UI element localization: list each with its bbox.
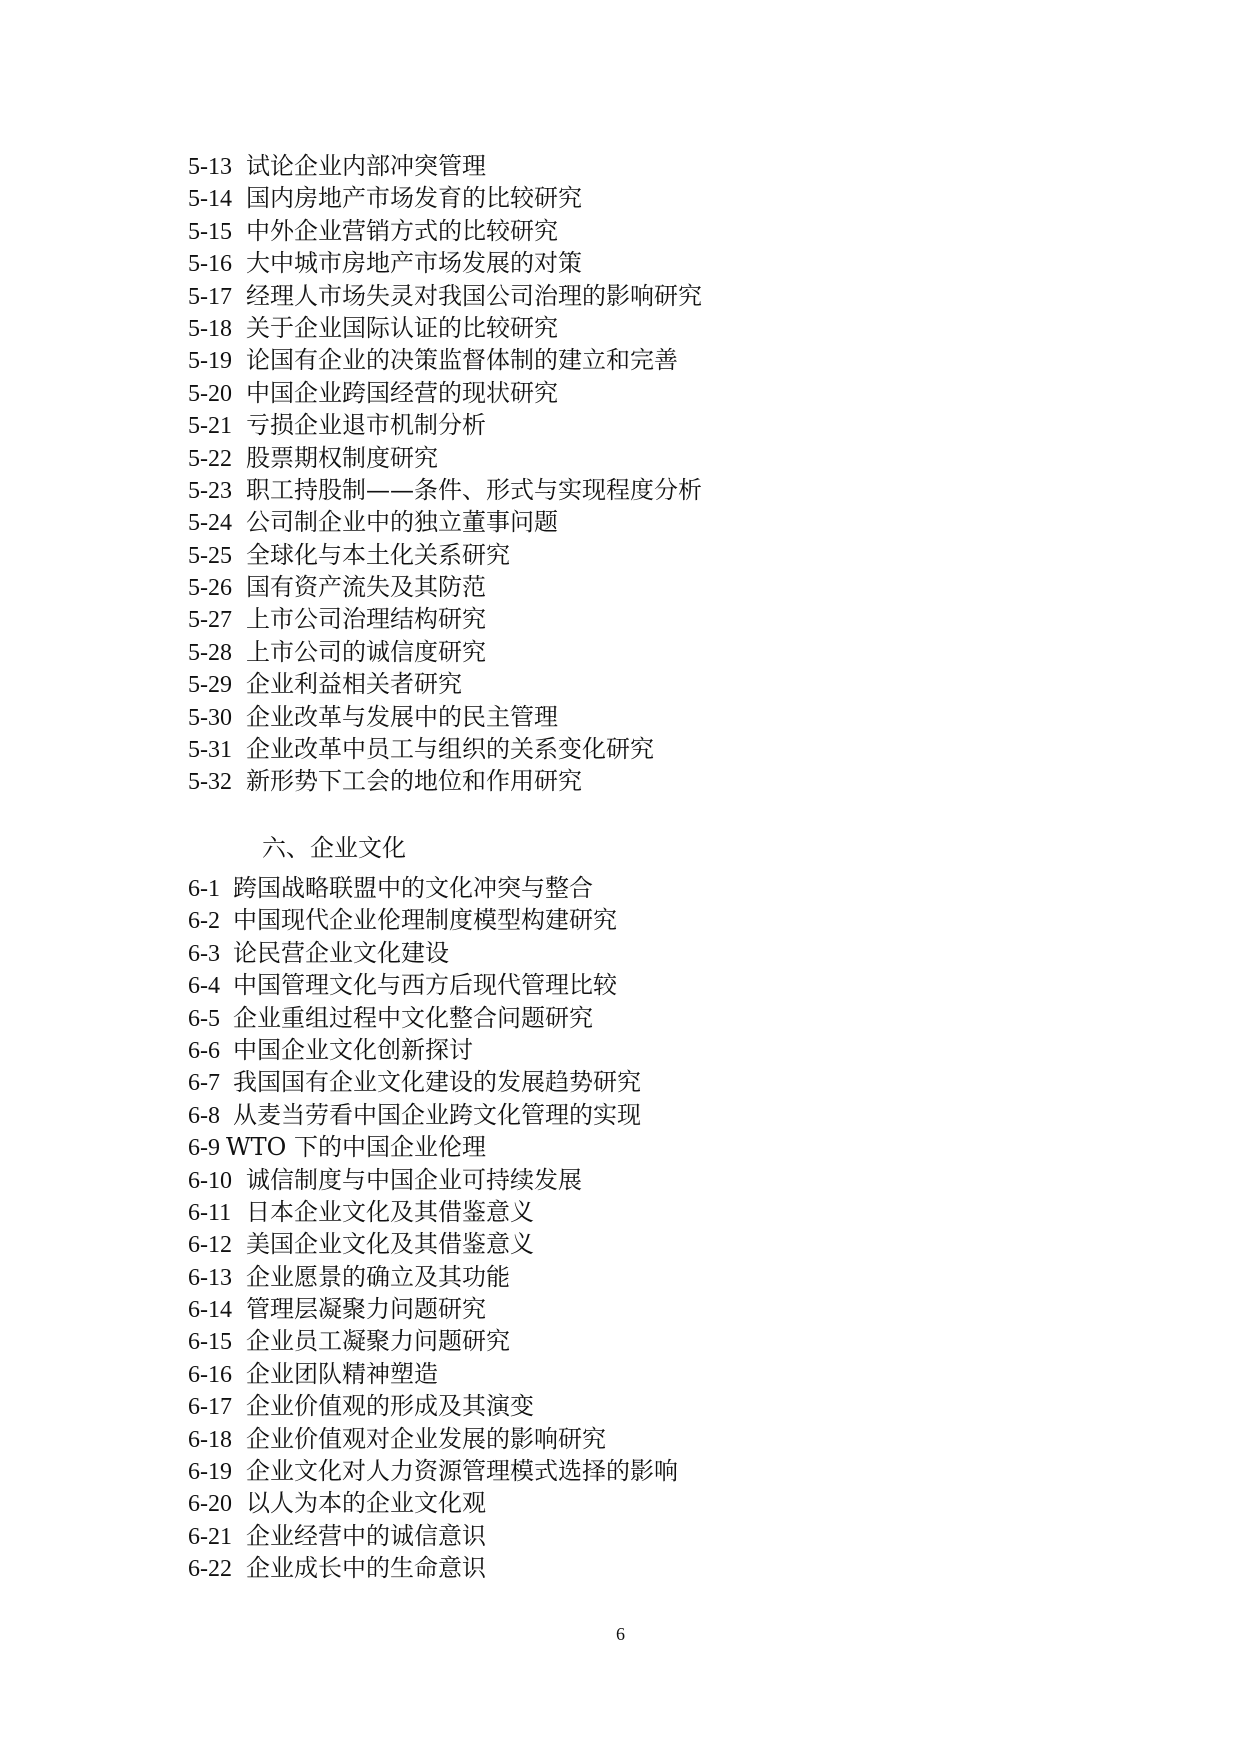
topic-title: 我国国有企业文化建设的发展趋势研究 xyxy=(233,1068,641,1097)
topic-number: 5-17 xyxy=(188,283,232,310)
topic-item xyxy=(188,1520,678,1552)
topic-item xyxy=(188,409,702,441)
topic-item xyxy=(188,904,678,936)
topic-number: 6-11 xyxy=(188,1199,232,1226)
topic-item xyxy=(188,442,702,474)
topic-list-section-6 xyxy=(188,872,678,1585)
topic-item xyxy=(188,1293,678,1325)
topic-title: 论民营企业文化建设 xyxy=(233,938,449,967)
topic-number: 5-15 xyxy=(188,218,232,245)
topic-title: 国内房地产市场发育的比较研究 xyxy=(246,184,582,213)
topic-item xyxy=(188,1066,678,1098)
topic-item xyxy=(188,1034,678,1066)
topic-item xyxy=(188,1325,678,1357)
topic-item xyxy=(188,1487,678,1519)
topic-item xyxy=(188,969,678,1001)
topic-title: 中外企业营销方式的比较研究 xyxy=(246,216,558,245)
topic-number: 6-15 xyxy=(188,1329,232,1356)
topic-number: 5-28 xyxy=(188,639,232,666)
topic-number: 6-2 xyxy=(188,908,220,935)
topic-number: 5-30 xyxy=(188,704,232,731)
topic-item xyxy=(188,1455,678,1487)
topic-number: 6-10 xyxy=(188,1167,232,1194)
topic-title: 中国企业文化创新探讨 xyxy=(233,1035,473,1064)
topic-number: 6-22 xyxy=(188,1556,232,1583)
topic-title: 上市公司的诚信度研究 xyxy=(246,637,486,666)
topic-title: 企业价值观对企业发展的影响研究 xyxy=(246,1424,606,1453)
topic-number: 6-9 xyxy=(188,1135,220,1162)
topic-item xyxy=(188,872,678,904)
topic-number: 6-6 xyxy=(188,1037,220,1064)
topic-item xyxy=(188,377,702,409)
topic-title: 职工持股制——条件、形式与实现程度分析 xyxy=(246,475,702,504)
topic-number: 5-19 xyxy=(188,348,232,375)
topic-title: 上市公司治理结构研究 xyxy=(246,605,486,634)
topic-item xyxy=(188,1099,678,1131)
topic-title: 企业经营中的诚信意识 xyxy=(246,1521,486,1550)
topic-title: 企业团队精神塑造 xyxy=(246,1359,438,1388)
topic-item xyxy=(188,215,702,247)
topic-title: 企业价值观的形成及其演变 xyxy=(246,1392,534,1421)
topic-title: 从麦当劳看中国企业跨文化管理的实现 xyxy=(233,1100,641,1129)
topic-title: 关于企业国际认证的比较研究 xyxy=(246,313,558,342)
topic-item xyxy=(188,344,702,376)
topic-number: 5-14 xyxy=(188,186,232,213)
topic-title: 以人为本的企业文化观 xyxy=(246,1489,486,1518)
topic-number: 6-17 xyxy=(188,1394,232,1421)
topic-item xyxy=(188,312,702,344)
topic-title: 经理人市场失灵对我国公司治理的影响研究 xyxy=(246,281,702,310)
topic-number: 6-7 xyxy=(188,1070,220,1097)
topic-item xyxy=(188,603,702,635)
topic-item xyxy=(188,182,702,214)
topic-title: 中国管理文化与西方后现代管理比较 xyxy=(233,971,617,1000)
topic-title: 公司制企业中的独立董事问题 xyxy=(246,508,558,537)
topic-number: 6-5 xyxy=(188,1005,220,1032)
topic-number: 5-25 xyxy=(188,542,232,569)
topic-title: 日本企业文化及其借鉴意义 xyxy=(246,1197,534,1226)
topic-title: 新形势下工会的地位和作用研究 xyxy=(246,767,582,796)
topic-item xyxy=(188,1196,678,1228)
topic-number: 6-12 xyxy=(188,1232,232,1259)
topic-item xyxy=(188,1131,678,1163)
topic-number: 5-22 xyxy=(188,445,232,472)
topic-number: 6-3 xyxy=(188,940,220,967)
topic-item xyxy=(188,668,702,700)
topic-item xyxy=(188,733,702,765)
topic-item xyxy=(188,150,702,182)
page-number: 6 xyxy=(616,1624,625,1644)
topic-title: 中国企业跨国经营的现状研究 xyxy=(246,378,558,407)
topic-title: 股票期权制度研究 xyxy=(246,443,438,472)
topic-title: 企业改革与发展中的民主管理 xyxy=(246,702,558,731)
topic-item xyxy=(188,765,702,797)
topic-number: 6-13 xyxy=(188,1264,232,1291)
topic-number: 6-19 xyxy=(188,1459,232,1486)
topic-number: 6-21 xyxy=(188,1523,232,1550)
topic-title: 企业利益相关者研究 xyxy=(246,670,462,699)
topic-number: 5-18 xyxy=(188,315,232,342)
topic-number: 5-24 xyxy=(188,510,232,537)
topic-item xyxy=(188,1358,678,1390)
topic-number: 5-23 xyxy=(188,477,232,504)
topic-title: 诚信制度与中国企业可持续发展 xyxy=(246,1165,582,1194)
topic-title: 企业文化对人力资源管理模式选择的影响 xyxy=(246,1457,678,1486)
topic-item xyxy=(188,1552,678,1584)
topic-item xyxy=(188,506,702,538)
topic-item xyxy=(188,1261,678,1293)
topic-title: 企业改革中员工与组织的关系变化研究 xyxy=(246,735,654,764)
topic-title: 论国有企业的决策监督体制的建立和完善 xyxy=(246,346,678,375)
topic-number: 5-21 xyxy=(188,413,232,440)
topic-title: 企业员工凝聚力问题研究 xyxy=(246,1327,510,1356)
topic-number: 6-8 xyxy=(188,1102,220,1129)
topic-number: 6-20 xyxy=(188,1491,232,1518)
topic-title: 国有资产流失及其防范 xyxy=(246,573,486,602)
topic-item xyxy=(188,636,702,668)
topic-item xyxy=(188,474,702,506)
topic-item xyxy=(188,1228,678,1260)
topic-number: 5-16 xyxy=(188,251,232,278)
topic-item xyxy=(188,1002,678,1034)
topic-title: WTO 下的中国企业伦理 xyxy=(226,1133,486,1162)
topic-title: 企业愿景的确立及其功能 xyxy=(246,1262,510,1291)
topic-title: 企业重组过程中文化整合问题研究 xyxy=(233,1003,593,1032)
topic-item xyxy=(188,701,702,733)
topic-title: 中国现代企业伦理制度模型构建研究 xyxy=(233,906,617,935)
topic-item xyxy=(188,247,702,279)
topic-item xyxy=(188,280,702,312)
topic-number: 6-16 xyxy=(188,1361,232,1388)
topic-number: 5-31 xyxy=(188,737,232,764)
topic-title: 企业成长中的生命意识 xyxy=(246,1554,486,1583)
topic-number: 5-20 xyxy=(188,380,232,407)
topic-list-section-5 xyxy=(188,150,702,798)
topic-title: 管理层凝聚力问题研究 xyxy=(246,1295,486,1324)
topic-title: 全球化与本土化关系研究 xyxy=(246,540,510,569)
topic-number: 6-18 xyxy=(188,1426,232,1453)
topic-number: 5-29 xyxy=(188,672,232,699)
section-heading: 六、企业文化 xyxy=(262,834,406,862)
topic-number: 6-14 xyxy=(188,1297,232,1324)
topic-title: 试论企业内部冲突管理 xyxy=(246,152,486,180)
topic-item xyxy=(188,539,702,571)
topic-number: 6-4 xyxy=(188,973,220,1000)
topic-title: 亏损企业退市机制分析 xyxy=(246,411,486,440)
topic-title: 大中城市房地产市场发展的对策 xyxy=(246,249,582,278)
topic-item xyxy=(188,1164,678,1196)
topic-title: 跨国战略联盟中的文化冲突与整合 xyxy=(233,874,593,902)
topic-number: 5-26 xyxy=(188,575,232,602)
topic-item xyxy=(188,1390,678,1422)
topic-number: 5-27 xyxy=(188,607,232,634)
topic-title: 美国企业文化及其借鉴意义 xyxy=(246,1230,534,1259)
topic-item xyxy=(188,937,678,969)
topic-item xyxy=(188,1423,678,1455)
topic-number: 5-13 xyxy=(188,154,232,180)
topic-number: 6-1 xyxy=(188,876,220,902)
topic-item xyxy=(188,571,702,603)
topic-number: 5-32 xyxy=(188,769,232,796)
